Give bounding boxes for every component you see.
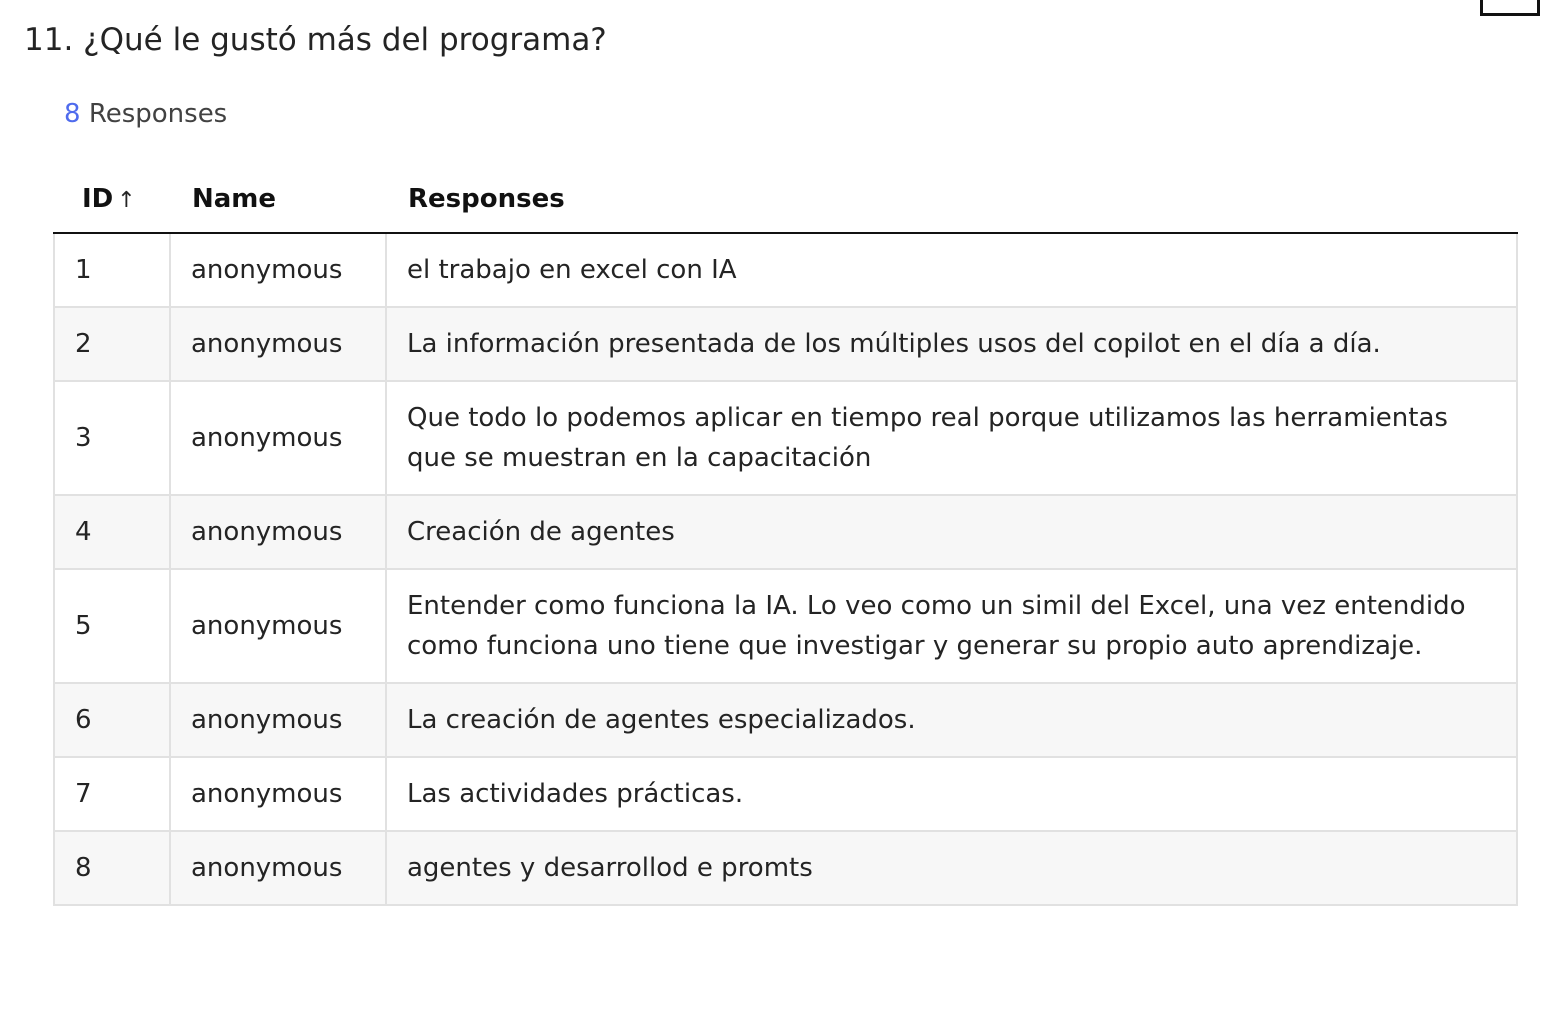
cell-id: 1: [54, 233, 170, 307]
cell-response: Las actividades prácticas.: [386, 757, 1517, 831]
cell-name: anonymous: [170, 381, 386, 495]
column-header-id-label: ID: [82, 184, 114, 214]
question-title: 11. ¿Qué le gustó más del programa?: [24, 22, 607, 58]
responses-table: [53, 166, 1518, 906]
cell-id: 8: [54, 831, 170, 905]
cell-id: 3: [54, 381, 170, 495]
cell-response: La creación de agentes especializados.: [386, 683, 1517, 757]
cell-response: Creación de agentes: [386, 495, 1517, 569]
cell-response: Entender como funciona la IA. Lo veo como un simil del Excel, una vez entendido como funciona uno tiene que investigar y generar su propio auto aprendizaje.: [386, 569, 1517, 683]
cell-name: anonymous: [170, 233, 386, 307]
cell-name: anonymous: [170, 569, 386, 683]
cell-name: anonymous: [170, 683, 386, 757]
responses-count-label: Responses: [88, 99, 228, 129]
column-header-responses[interactable]: Responses: [386, 166, 1517, 233]
cell-response: el trabajo en excel con IA: [386, 233, 1517, 307]
responses-count-number: 8: [64, 99, 81, 129]
table-row: [54, 757, 1517, 831]
column-header-id[interactable]: [54, 166, 170, 233]
table-row: [54, 569, 1517, 683]
cell-id: 4: [54, 495, 170, 569]
cell-name: anonymous: [170, 757, 386, 831]
cell-response: La información presentada de los múltiples usos del copilot en el día a día.: [386, 307, 1517, 381]
cell-name: anonymous: [170, 495, 386, 569]
cell-name: anonymous: [170, 831, 386, 905]
cell-id: 7: [54, 757, 170, 831]
column-header-name[interactable]: Name: [170, 166, 386, 233]
cell-name: anonymous: [170, 307, 386, 381]
table-row: [54, 683, 1517, 757]
table-row: [54, 381, 1517, 495]
table-header-row: [54, 166, 1517, 233]
sort-ascending-icon[interactable]: ↑: [117, 188, 136, 213]
corner-frame: [1480, 0, 1540, 16]
cell-response: agentes y desarrollod e promts: [386, 831, 1517, 905]
responses-count: [64, 99, 227, 129]
table-row: [54, 233, 1517, 307]
cell-id: 5: [54, 569, 170, 683]
table-row: [54, 831, 1517, 905]
cell-response: Que todo lo podemos aplicar en tiempo real porque utilizamos las herramientas que se muestran en la capacitación: [386, 381, 1517, 495]
cell-id: 6: [54, 683, 170, 757]
table-row: [54, 307, 1517, 381]
cell-id: 2: [54, 307, 170, 381]
responses-table-container: [53, 166, 1516, 906]
table-row: [54, 495, 1517, 569]
